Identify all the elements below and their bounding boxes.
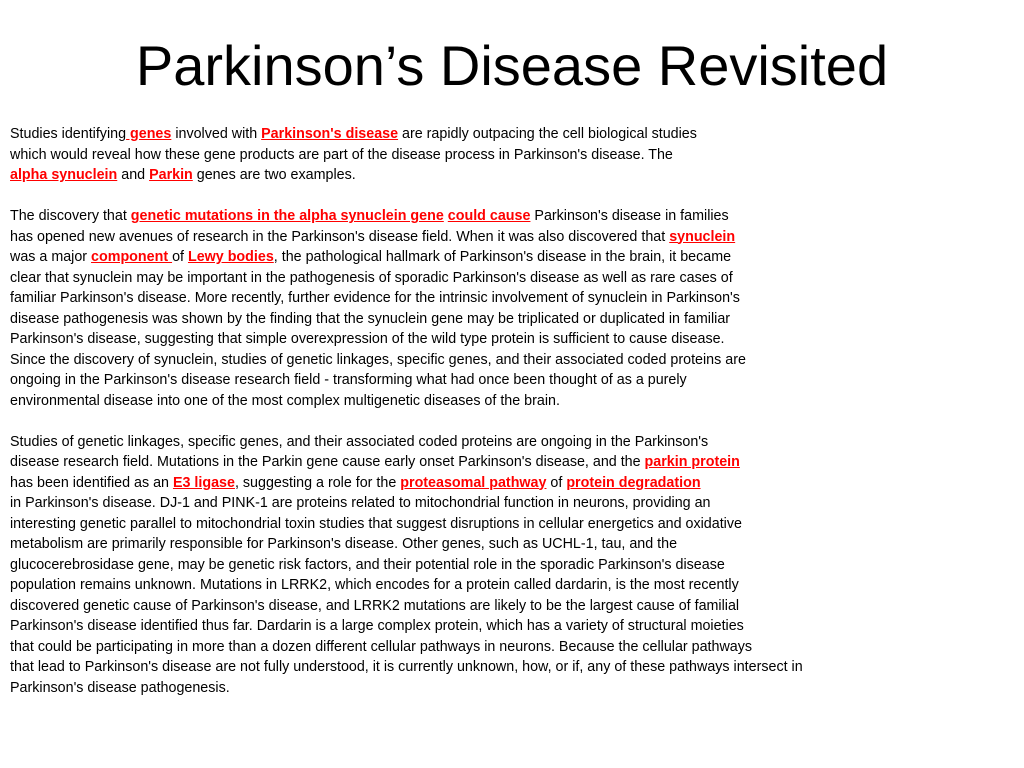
text-run: has been identified as an	[10, 474, 173, 491]
text-line	[10, 165, 1020, 186]
text-line	[10, 637, 1020, 658]
text-line	[10, 596, 1020, 617]
paragraph-1	[10, 124, 1020, 186]
link-genes[interactable]: genes	[126, 126, 172, 142]
text-line	[10, 473, 1020, 494]
text-line	[10, 124, 1020, 145]
text-run: population remains unknown. Mutations in LRRK2, which encodes for a protein called dardarin, is the most recently	[10, 577, 739, 593]
link-e3-ligase[interactable]: E3 ligase	[172, 474, 235, 491]
text-line	[10, 493, 1020, 514]
text-line	[10, 534, 1020, 555]
link-protein-degradation[interactable]: protein degradation	[566, 474, 701, 491]
link-could-cause[interactable]: could cause	[447, 208, 531, 224]
text-run: and	[117, 167, 150, 183]
text-line	[10, 657, 1020, 678]
text-run: metabolism are primarily responsible for Parkinson's disease. Other genes, such as UCHL-1, tau, and the	[10, 536, 678, 552]
link-parkin-protein[interactable]: parkin protein	[644, 454, 740, 470]
text-run: discovered genetic cause of Parkinson's disease, and LRRK2 mutations are likely to be the largest cause of familial	[10, 597, 740, 614]
text-run: , suggesting a role for the	[234, 474, 401, 491]
text-run: that could be participating in more than a dozen different cellular pathways in neurons. Because the cellular pathways	[10, 638, 753, 655]
link-parkinson-s-disease[interactable]: Parkinson's disease	[261, 126, 399, 142]
text-line	[10, 329, 1020, 350]
text-run: clear that synuclein may be important in the pathogenesis of sporadic Parkinson's disease as well as rare cases of	[10, 269, 733, 286]
text-line	[10, 555, 1020, 576]
link-component[interactable]: component	[91, 249, 173, 265]
text-run: was a major	[10, 249, 92, 265]
text-line	[10, 616, 1020, 637]
link-alpha-synuclein[interactable]: alpha synuclein	[10, 167, 118, 183]
text-run: Parkinson's disease pathogenesis.	[10, 679, 230, 696]
slide-body	[10, 124, 1020, 719]
link-synuclein[interactable]: synuclein	[669, 228, 736, 245]
text-run: , the pathological hallmark of Parkinson's disease in the brain, it became	[273, 249, 732, 265]
text-run: disease research field. Mutations in the Parkin gene cause early onset Parkinson's disease, and the	[10, 454, 645, 470]
text-run: ongoing in the Parkinson's disease research field - transforming what had once been thought of as a purely	[10, 372, 687, 388]
text-line	[10, 145, 1020, 166]
text-line	[10, 206, 1020, 227]
text-run: Since the discovery of synuclein, studies of genetic linkages, specific genes, and their associated coded proteins are	[10, 351, 746, 368]
text-run: environmental disease into one of the most complex multigenetic diseases of the brain.	[10, 392, 560, 409]
text-run: The discovery that	[10, 208, 131, 224]
text-run: familiar Parkinson's disease. More recently, further evidence for the intrinsic involvement of synuclein in Parkinson's	[10, 290, 740, 306]
text-run: Studies of genetic linkages, specific genes, and their associated coded proteins are ongoing in the Parkinson's	[10, 433, 709, 450]
text-run: in Parkinson's disease. DJ-1 and PINK-1 are proteins related to mitochondrial function in neurons, providing an	[10, 495, 711, 511]
text-run: has opened new avenues of research in the Parkinson's disease field. When it was also discovered that	[10, 228, 670, 245]
text-run: that lead to Parkinson's disease are not fully understood, it is currently unknown, how, or if, any of these pathways intersect in	[10, 659, 803, 675]
text-line	[10, 268, 1020, 289]
text-run: glucocerebrosidase gene, may be genetic risk factors, and their potential role in the sporadic Parkinson's disease	[10, 556, 725, 573]
text-run: are rapidly outpacing the cell biological studies	[398, 126, 697, 142]
text-run: Studies identifying	[10, 126, 127, 142]
paragraph-2	[10, 206, 1020, 411]
text-line	[10, 432, 1020, 453]
text-line	[10, 288, 1020, 309]
text-line	[10, 678, 1020, 699]
text-line	[10, 350, 1020, 371]
text-run: Parkinson's disease in families	[530, 208, 729, 224]
text-line	[10, 309, 1020, 330]
text-line	[10, 370, 1020, 391]
link-lewy-bodies[interactable]: Lewy bodies	[187, 249, 274, 265]
text-run: of	[172, 249, 188, 265]
slide-title: Parkinson’s Disease Revisited	[135, 34, 889, 97]
link-genetic-mutations-in-the-alpha-synuclein-gene[interactable]: genetic mutations in the alpha synuclein gene	[130, 208, 444, 224]
text-line	[10, 391, 1020, 412]
text-run: of	[546, 474, 567, 491]
link-parkin[interactable]: Parkin	[149, 167, 193, 183]
text-run: disease pathogenesis was shown by the finding that the synuclein gene may be triplicated or duplicated in familiar	[10, 310, 731, 327]
text-run: which would reveal how these gene products are part of the disease process in Parkinson's disease. The	[10, 146, 673, 163]
text-run: interesting genetic parallel to mitochondrial toxin studies that suggest disruptions in cellular energetics and oxidative	[10, 515, 742, 532]
text-line	[10, 452, 1020, 473]
text-run: Parkinson's disease identified thus far. Dardarin is a large complex protein, which has a variety of structural moieties	[10, 618, 744, 634]
link-proteasomal-pathway[interactable]: proteasomal pathway	[400, 474, 547, 491]
text-line	[10, 575, 1020, 596]
text-line	[10, 227, 1020, 248]
text-run: Parkinson's disease, suggesting that simple overexpression of the wild type protein is sufficient to cause disease.	[10, 331, 725, 347]
text-run: involved with	[171, 126, 262, 142]
text-line	[10, 247, 1020, 268]
text-run: genes are two examples.	[192, 167, 356, 183]
text-line	[10, 514, 1020, 535]
paragraph-3	[10, 432, 1020, 699]
